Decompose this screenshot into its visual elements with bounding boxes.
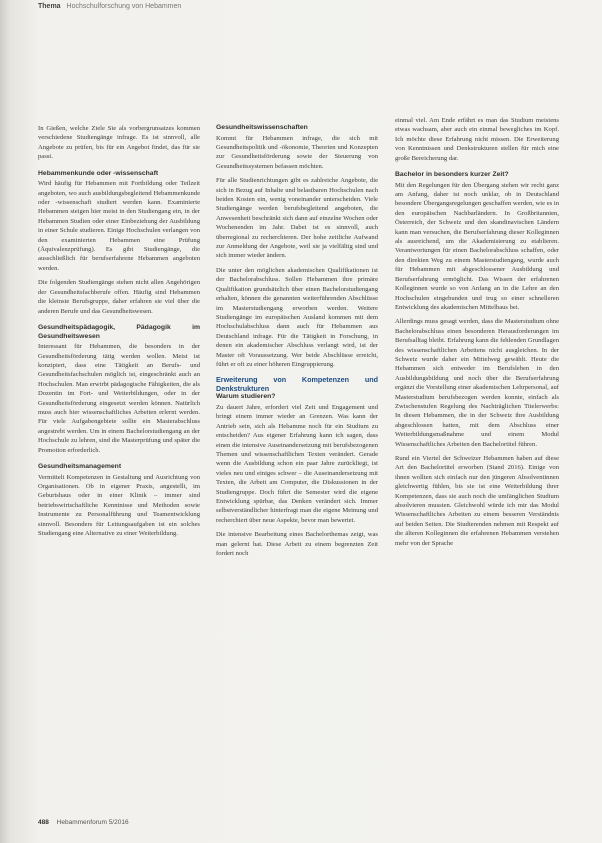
paragraph: Allerdings muss gesagt werden, dass die Masterstudium ohne Bachelorabschluss einen besonderen Herausforderungen im Berufsalltag bleibt. Erfahrung kann die fehlenden Grundlagen des wissenschaftlichen Arbeitens nicht ausgleichen. In der Schweiz wurde daher ein Mittelweg gewählt. Heute die Hebammen sich entweder im Berufsleben in den Ausbildungsbildung und noch über die Berufserfahrung ergänzt die Vorstellung einer akademischen Lehrpersonal, auf Masterstudium berufsbezogen werden konnte, einfach als Zwischenstufen Regelung des Nachträglichen Titelerwerbs: In diesen Hebammen, die in der Schweiz ihre Ausbildung abgeschlossen hatten, mit dem Abschluss einer Weiterbildungsmaßnahme und einem Modul Wissenschaftliches Arbeiten den Bachelortitel führen. (395, 318, 559, 448)
subheading-management: Gesundheitsmanagement (38, 462, 122, 470)
running-header (38, 3, 181, 10)
page-footer (38, 819, 129, 826)
paragraph: Wird häufig für Hebammen mit Fortbildung oder Teilzeit angeboten, wo auch ausbildungsbegleitend Hebammenkunde oder -wissenschaft studiert werden kann. Examinierte Hebammen steigen hier meist in den Studiengang ein, in der Hebammen Studien oder einer Einbeziehung der Ausbildung in einer Schule studieren. Einige Hochschulen verlangen von den examinierten Hebammen eine Prüfung (Äquivalenzprüfung). Es gibt Studiengänge, die ausschließlich für berufserfahrene Hebammen angeboten werden. (38, 180, 200, 272)
paragraph: Kommt für Hebammen infrage, die sich mit Gesundheitspolitik und -ökonomie, Theorien und Konzepten zur Gesundheitsförderung sowie der Steuerung von Gesundheitssystemen befassen möchten. (216, 134, 378, 170)
paragraph: In Gießen, welche Ziele Sie als vorbergrunsatzes kommen verschiedene Studiengänge infrage. Es ist sinnvoll, alle Angebote zu prüfen, bis für ein Angebot findet, das für sie passt. (38, 125, 200, 161)
paragraph: Mit den Regelungen für den Übergang stehen wir recht ganz am Anfang, daher ist noch unklar, ob in Deutschland besondere Übergangsregelungen geschaffen werden, wie es in den europäischen Nachbarländern. In Großbritannien, Österreich, der Schweiz und den skandinavischen Ländern kann man versuchen, die Berufserfahrung dieser Kolleginnen als ausreichend, um die Akademisierung zu etablieren. Verantwortungen für einen Bachelorabschluss schaffen, oder den direkten Weg zu einem Masterstudiengang, wurde auch für Hebammen mit abgeschlossener Ausbildung und Berufserfahrung ermöglicht. Das Wissen der erfahrenen Kolleginnen wurde so von Anfang an in die Lehre an den Hochschulen eingebunden und trug so einer schnelleren Entwicklung des akademischen Mittelbaus bei. (395, 181, 559, 311)
page-number: 488 (38, 819, 49, 826)
paragraph: Die folgenden Studiengänge stehen nicht allen Angehörigen der Gesundheitsfachberufe offen. Häufig sind Hebammen die kleinste Berufsgruppe, daher erfahren sie viel über die anderen Berufe und das Gesundheitswesen. (38, 279, 200, 315)
subheading-paedagogik: Gesundheitspädagogik, Pädagogik im Gesundheitswesen (38, 323, 200, 340)
paragraph: einmal viel. Am Ende erfährt es man das Studium meistens etwas wachsam, aber auch ein einmal bewegliches im Kopf. Ich möchte diese Erfahrung nicht missen. Die Erweiterung von Kenntnissen und Denkstrukturen stellen für mich eine große Bereicherung dar. (395, 117, 559, 162)
section-label: Thema (38, 3, 61, 10)
text-column-middle (216, 124, 378, 563)
journal-name: Hebammenforum 5/2016 (56, 819, 129, 826)
paragraph: Für alle Studienrichtungen gibt es zahlreiche Angebote, die sich in Bezug auf Inhalte und belastbaren Hochschulen nach beiden Kosten ein, wenig voneinander unterscheiden. Viele Studiengänge werden berufsbegleitend angeboten, die Anwesenheit beschränkt sich dann auf einzelne Wochen oder Wochenenden im Jahr. Dabei ist es sinnvoll, auch überregional zu recherchieren. Der hohe zeitliche Aufwand zur Anmeldung der Angebote, weil sie ja vielfältig sind und sich immer wieder ändern. (216, 177, 378, 260)
subheading-hebammenkunde: Hebammenkunde oder -wissenschaft (38, 169, 159, 177)
paragraph: Die intensive Bearbeitung eines Bachelorthemas zeigt, was man gelernt hat. Diese Arbeit zu einem begrenzten Zeit fordert noch (216, 531, 378, 558)
subheading-warum: Warum studieren? (216, 393, 276, 401)
text-column-left (38, 124, 200, 543)
paragraph: Zu dauert Jahre, erfordert viel Zeit und Engagement und bringt einem immer wieder an Grenzen. Was kann der Antrieb sein, sich als Hebamme noch für ein Studium zu entscheiden? Aus eigener Erfahrung kann ich sagen, dass einen die intensive Auseinandersetzung mit berufsbezogenen Themen und wissenschaftlichen Texten verändert. Gerade wenn die Ausbildung schon ein paar Jahre zurückliegt, ist vieles neu und einiges schwer – die Auseinandersetzung mit Texten, die Arbeit am Computer, die Diskussionen in der Studiengruppe. Doch führt die Semester wird die eigene Entwicklung spürbar, das Denken verändert sich. Immer selbstverständlicher hinterfragt man die eigene Meinung und recherchiert über neue Aspekte, bevor man bewertet. (216, 403, 378, 524)
section-heading-erweiterung: Erweiterung von Kompetenzen und Denkstrukturen (216, 375, 378, 394)
paragraph: Interessant für Hebammen, die besonders in der Gesundheitsförderung tätig werden wollen. Meist ist konzipiert, dass eine Tätigkeit an Berufs- und Gesundheitsfachschulen möglich ist, eingeschränkt auch an Hochschulen. Man erwirbt pädagogische Fähigkeiten, die als Dozentin im Fort- und Weiterbildungen, oder in der Gesundheitsförderung eingesetzt werden können. Natürlich muss auch hier wissenschaftliches Arbeiten erlernt werden. Für viele Aufgabengebiete sollte ein Masterabschluss angestrebt werden. Um in einem Bachelorstudiengang an der Hochschule zu lehren, sind die Masterprüfung und später die Promotion erforderlich. (38, 343, 200, 454)
text-column-right (395, 116, 559, 553)
subheading-zeit: Bachelor in besonders kurzer Zeit? (395, 171, 509, 179)
subheading-wissenschaften: Gesundheitswissenschaften (216, 124, 308, 131)
paragraph: Die unter den möglichen akademischen Qualifikationen ist der Bachelorabschluss. Sollen Hebammen ihre primäre Qualifikation grundsätzlich über einen Bachelorstudiengang erhalten, können die genannten weiterführenden Abschlüsse im Masterstudiengang erworben werden. Weitere Studiengänge im europäischen Ausland kommen mit dem Hochschulabschluss dann auch für Hebammen aus Deutschland infrage. Für die Tätigkeit in Forschung, in denen ein akademischer Abschluss verlangt wird, ist der Master oft Voraussetzung. Wer beide Abschlüsse erreicht, führt er oft zu einer höheren Eingruppierung. (216, 266, 378, 368)
section-subtitle: Hochschulforschung von Hebammen (66, 3, 182, 10)
paragraph: Rund ein Viertel der Schweizer Hebammen haben auf diese Art den Bachelortitel erworben (Stand 2016). Einige von ihnen wollten sich einfach nur den jüngeren Absolventinnen gleichwertig fühlen, bis sie ist eine Weiterbildung ihrer Kompetenzen, dass sie auch noch die umfänglichen Studium absolvieren mussten. Gleichwohl würde ich mir das Modul Wissenschaftliches Arbeiten zu einem besseren Verständnis auf beiden Seiten. Die Studierenden nehmen mit Respekt auf die älteren Kolleginnen die erfahrenen Hebammen verstehen mehr von der Sprache (395, 455, 559, 547)
paragraph: Vermittelt Kompetenzen in Gestaltung und Ausrichtung von Organisationen. Ob in eigener Praxis, angestellt, im Geburtshaus oder in einer Klinik – immer sind betriebswirtschaftliche Kenntnisse und Methoden sowie Instrumente zu Personalführung und Teamentwicklung sinnvoll. Besonders für Leitungsaufgaben ist ein solches Studiengang eine Alternative zu einer Weiterbildung. (38, 473, 200, 537)
